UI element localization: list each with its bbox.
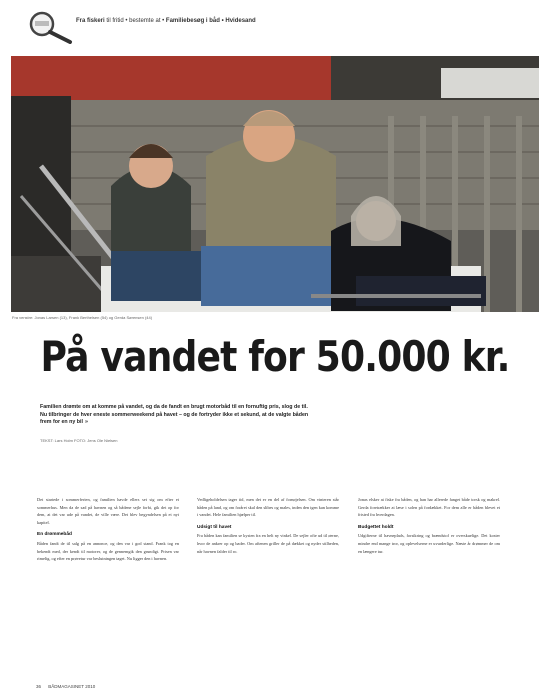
magazine-name: BÅDMAGASINET 2010 (48, 684, 96, 689)
section-label-tail: Familiebesøg i båd • Hvidesand (165, 18, 256, 24)
page-footer (36, 684, 101, 689)
paragraph: Båden fandt de til salg på en annonce, og den var i god stand. Frank tog en bekendt med, der kendt til motorer, og de gennemgik den grundigt. Prisen var rimelig, og efter en prøvetur var beslutningen taget. Nu ligger den i havnen. (37, 540, 179, 562)
section-label (76, 18, 256, 24)
subheading: En drømmebåd (37, 532, 72, 538)
byline: TEKST: Lars Holm FOTO: Jens Ole Nielsen (40, 438, 118, 443)
headline: På vandet for 50.000 kr. (40, 332, 510, 381)
magnifier-icon (28, 10, 74, 44)
section-header (28, 10, 528, 38)
subheading: Udsigt til havet (197, 524, 232, 530)
paragraph: Fra båden kan familien se kysten fra en helt ny vinkel. De sejler ofte ud til øerne, hvor de ankrer op og bader. Om aftenen griller de på dækket og nyder stilheden, når havnen falder til ro. (197, 533, 339, 554)
photo-caption: Fra venstre: Jonas Larsen (13), Frank Berthelsen (54) og Gerda Sørensen (44) (12, 315, 153, 320)
body-column-1 (37, 496, 179, 568)
paragraph: Det startede i sommerferien, og familien havde ellers set sig om efter et sommerhus. Men da de sad på havnen og så bådene sejle forbi, gik det op for dem, at det var ude på vandet, de ville være. Det blev begyndelsen på et nyt kapitel. (37, 497, 179, 525)
paragraph: Vedligeholdelsen tager tid, men det er en del af fornøjelsen. Om vinteren står båden på land, og om foråret skal den slibes og males, inden den igen kan komme i vandet. Hele familien hjælper til. (197, 497, 339, 518)
lead-paragraph (40, 404, 310, 427)
section-label-bold: Fra fiskeri (76, 18, 105, 24)
lead-text: Familien drømte om at komme på vandet, og da de fandt en brugt motorbåd til en fornuftig pris, slog de til. Nu tilbringer de hver eneste sommerweekend på havet – og de fortryder ikke et sekund, at de valgte båden frem for en ny bil (40, 404, 309, 425)
body-column-3 (358, 496, 500, 560)
subheading: Budgettet holdt (358, 524, 394, 530)
family-photo (11, 56, 539, 312)
section-label-text: til fritid • bestemte at • (106, 18, 166, 24)
lead-arrow-icon: » (84, 419, 88, 425)
page-number: 36 (36, 684, 42, 689)
paragraph: Jonas elsker at fiske fra båden, og han har allerede fanget både torsk og makrel. Gerda foretrækker at læse i solen på fordækket. For dem alle er båden blevet et fristed fra hverdagen. (358, 497, 500, 518)
paragraph: Udgifterne til havneplads, forsikring og brændstof er overskuelige. Det koster mindre end mange tror, og oplevelserne er uvurderlige. Næste år drømmer de om en længere tur. (358, 533, 500, 554)
body-column-2 (197, 496, 339, 560)
